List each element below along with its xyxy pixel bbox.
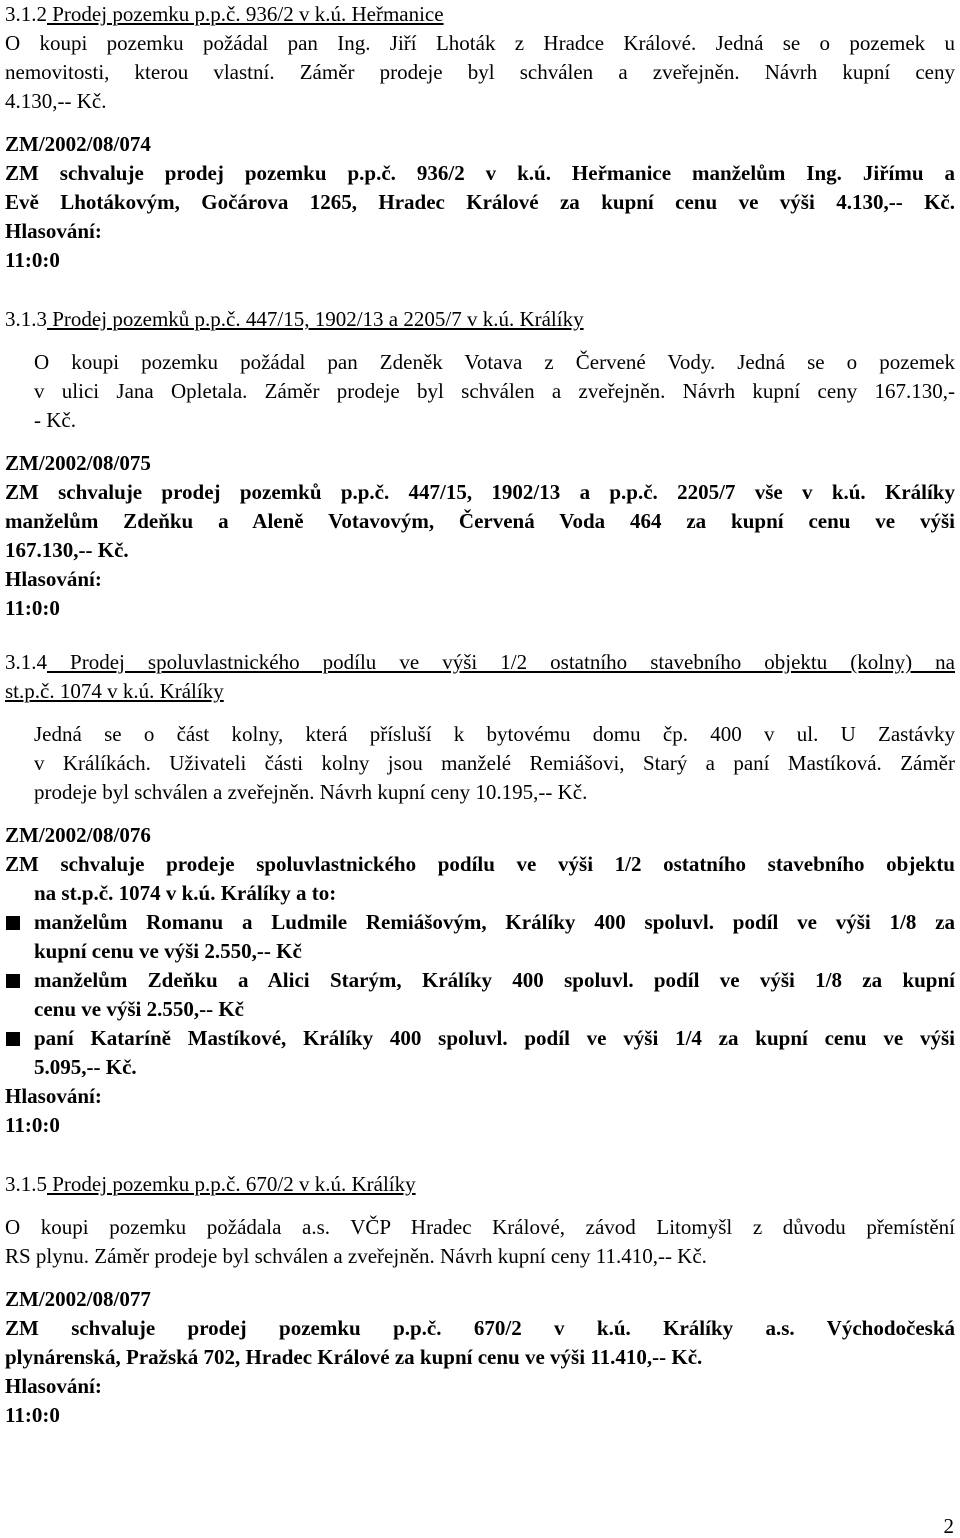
vote-label: Hlasování: xyxy=(5,567,102,591)
section-3-1-5 xyxy=(5,1170,955,1430)
bullet-item xyxy=(5,908,955,966)
section-number: 3.1.3 xyxy=(5,307,47,331)
section-title: Prodej pozemků p.p.č. 447/15, 1902/13 a 2205/7 v k.ú. Králíky xyxy=(47,307,584,331)
resolution-line: ZM schvaluje prodej pozemku p.p.č. 936/2 v k.ú. Heřmanice manželům Ing. Jiřímu a xyxy=(5,161,955,185)
resolution-id: ZM/2002/08/074 xyxy=(5,132,151,156)
resolution-line: ZM schvaluje prodej pozemku p.p.č. 670/2 v k.ú. Králíky a.s. Východočeská xyxy=(5,1316,955,1340)
paragraph-line: - Kč. xyxy=(34,408,76,432)
square-bullet-icon xyxy=(5,1024,34,1082)
vote-label: Hlasování: xyxy=(5,1374,102,1398)
square-bullet-icon xyxy=(5,908,34,966)
section-title: Prodej pozemku p.p.č. 936/2 v k.ú. Heřmanice xyxy=(47,2,444,26)
paragraph-line: O koupi pozemku požádala a.s. VČP Hradec Králové, závod Litomyšl z důvodu přemístění xyxy=(5,1215,955,1239)
section-title: Prodej pozemku p.p.č. 670/2 v k.ú. Králíky xyxy=(47,1172,416,1196)
bullet-line: cenu ve výši 2.550,-- Kč xyxy=(34,997,244,1021)
section-3-1-2 xyxy=(5,0,955,275)
section-heading xyxy=(5,0,955,29)
vote-result: 11:0:0 xyxy=(5,1403,60,1427)
paragraph-line: 4.130,-- Kč. xyxy=(5,89,107,113)
paragraph-line: RS plynu. Záměr prodeje byl schválen a zveřejněn. Návrh kupní ceny 11.410,-- Kč. xyxy=(5,1244,707,1268)
section-number: 3.1.4 xyxy=(5,650,47,674)
paragraph-line: nemovitosti, kterou vlastní. Záměr prodeje byl schválen a zveřejněn. Návrh kupní ceny xyxy=(5,60,955,84)
section-3-1-4 xyxy=(5,648,955,1140)
paragraph-line: v ulici Jana Opletala. Záměr prodeje byl schválen a zveřejněn. Návrh kupní ceny 167.130,- xyxy=(34,379,955,403)
resolution-line: na st.p.č. 1074 v k.ú. Králíky a to: xyxy=(34,881,337,905)
section-title-continued: st.p.č. 1074 v k.ú. Králíky xyxy=(5,679,224,703)
resolution-line: manželům Zdeňku a Aleně Votavovým, Červená Voda 464 za kupní cenu ve výši xyxy=(5,509,955,533)
resolution-line: ZM schvaluje prodej pozemků p.p.č. 447/15, 1902/13 a p.p.č. 2205/7 vše v k.ú. Králíky xyxy=(5,480,955,504)
paragraph-line: O koupi pozemku požádal pan Ing. Jiří Lhoták z Hradce Králové. Jedná se o pozemek u xyxy=(5,31,955,55)
bullet-item xyxy=(5,1024,955,1082)
section-heading xyxy=(5,648,955,677)
paragraph-line: v Králíkách. Uživateli části kolny jsou manželé Remiášovi, Starý a paní Mastíková. Záměr xyxy=(34,751,955,775)
bullet-line: manželům Romanu a Ludmile Remiášovým, Králíky 400 spoluvl. podíl ve výši 1/8 za xyxy=(34,910,955,934)
bullet-line: manželům Zdeňku a Alici Starým, Králíky 400 spoluvl. podíl ve výši 1/8 za kupní xyxy=(34,968,955,992)
section-heading xyxy=(5,305,955,334)
vote-label: Hlasování: xyxy=(5,219,102,243)
section-number: 3.1.2 xyxy=(5,2,47,26)
paragraph-line: O koupi pozemku požádal pan Zdeněk Votava z Červené Vody. Jedná se o pozemek xyxy=(34,350,955,374)
resolution-line: 167.130,-- Kč. xyxy=(5,538,129,562)
bullet-line: kupní cenu ve výši 2.550,-- Kč xyxy=(34,939,302,963)
resolution-line: plynárenská, Pražská 702, Hradec Králové za kupní cenu ve výši 11.410,-- Kč. xyxy=(5,1345,703,1369)
bullet-line: paní Kataríně Mastíkové, Králíky 400 spoluvl. podíl ve výši 1/4 za kupní cenu ve výši xyxy=(34,1026,955,1050)
section-title: Prodej spoluvlastnického podílu ve výši 1/2 ostatního stavebního objektu (kolny) na xyxy=(47,650,955,674)
vote-label: Hlasování: xyxy=(5,1084,102,1108)
paragraph-line: prodeje byl schválen a zveřejněn. Návrh kupní ceny 10.195,-- Kč. xyxy=(34,780,588,804)
vote-result: 11:0:0 xyxy=(5,1113,60,1137)
resolution-id: ZM/2002/08/077 xyxy=(5,1287,151,1311)
resolution-id: ZM/2002/08/075 xyxy=(5,451,151,475)
square-bullet-icon xyxy=(5,966,34,1024)
section-number: 3.1.5 xyxy=(5,1172,47,1196)
resolution-id: ZM/2002/08/076 xyxy=(5,823,151,847)
vote-result: 11:0:0 xyxy=(5,248,60,272)
bullet-item xyxy=(5,966,955,1024)
resolution-line: ZM schvaluje prodeje spoluvlastnického podílu ve výši 1/2 ostatního stavebního objektu xyxy=(5,852,955,876)
bullet-line: 5.095,-- Kč. xyxy=(34,1055,137,1079)
paragraph-line: Jedná se o část kolny, která přísluší k bytovému domu čp. 400 v ul. U Zastávky xyxy=(34,722,955,746)
section-3-1-3 xyxy=(5,305,955,623)
vote-result: 11:0:0 xyxy=(5,596,60,620)
page-number: 2 xyxy=(943,1514,954,1538)
section-heading xyxy=(5,1170,955,1199)
resolution-line: Evě Lhotákovým, Gočárova 1265, Hradec Králové za kupní cenu ve výši 4.130,-- Kč. xyxy=(5,190,955,214)
